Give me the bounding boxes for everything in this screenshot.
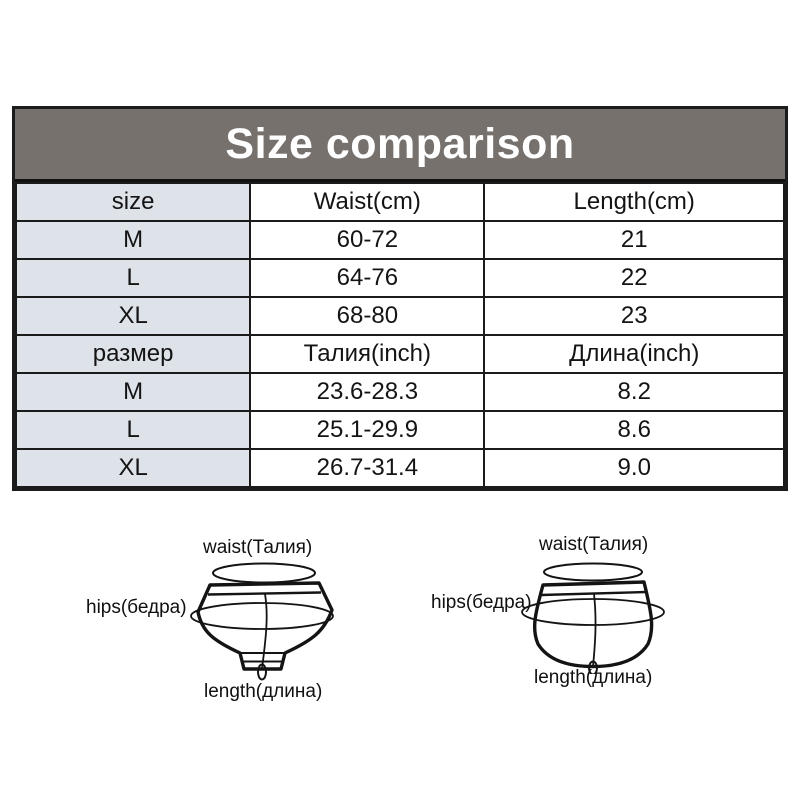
table-row [16, 259, 784, 297]
waist-inch-column-header: Талия(inch) [250, 335, 484, 373]
length-inch-column-header: Длина(inch) [484, 335, 784, 373]
table-row [16, 373, 784, 411]
shorts-waist-label: waist(Талия) [539, 534, 649, 555]
table-row-cm-header [16, 183, 784, 221]
size-chart [12, 106, 788, 491]
length-value-cell: 21 [484, 221, 784, 259]
size-cell: XL [16, 297, 250, 335]
shorts-diagram [505, 556, 681, 674]
length-value-cell: 8.6 [484, 411, 784, 449]
chart-title-banner [15, 109, 785, 182]
table-row-inch-header [16, 335, 784, 373]
length-value-cell: 8.2 [484, 373, 784, 411]
shorts-length-label: length(длина) [534, 667, 653, 688]
length-value-cell: 23 [484, 297, 784, 335]
size-cell: XL [16, 449, 250, 487]
length-value-cell: 9.0 [484, 449, 784, 487]
waist-value-cell: 23.6-28.3 [250, 373, 484, 411]
size-cell: M [16, 221, 250, 259]
table-row [16, 411, 784, 449]
table-row [16, 221, 784, 259]
chart-title: Size comparison [225, 119, 575, 168]
waist-value-cell: 26.7-31.4 [250, 449, 484, 487]
size-cell: L [16, 411, 250, 449]
briefs-length-label: length(длина) [204, 681, 323, 702]
shorts-hips-label: hips(бедра) [431, 592, 532, 613]
waist-value-cell: 64-76 [250, 259, 484, 297]
length-value-cell: 22 [484, 259, 784, 297]
waist-value-cell: 60-72 [250, 221, 484, 259]
table-row [16, 449, 784, 487]
briefs-hips-label: hips(бедра) [86, 597, 187, 618]
briefs-waist-label: waist(Талия) [203, 537, 313, 558]
briefs-diagram [172, 558, 354, 682]
size-column-header: size [16, 183, 250, 221]
size-cell: M [16, 373, 250, 411]
waist-value-cell: 25.1-29.9 [250, 411, 484, 449]
length-cm-column-header: Length(cm) [484, 183, 784, 221]
table-row [16, 297, 784, 335]
size-cell: L [16, 259, 250, 297]
size-column-header-ru: размер [16, 335, 250, 373]
size-table [15, 182, 785, 488]
waist-value-cell: 68-80 [250, 297, 484, 335]
waist-cm-column-header: Waist(cm) [250, 183, 484, 221]
